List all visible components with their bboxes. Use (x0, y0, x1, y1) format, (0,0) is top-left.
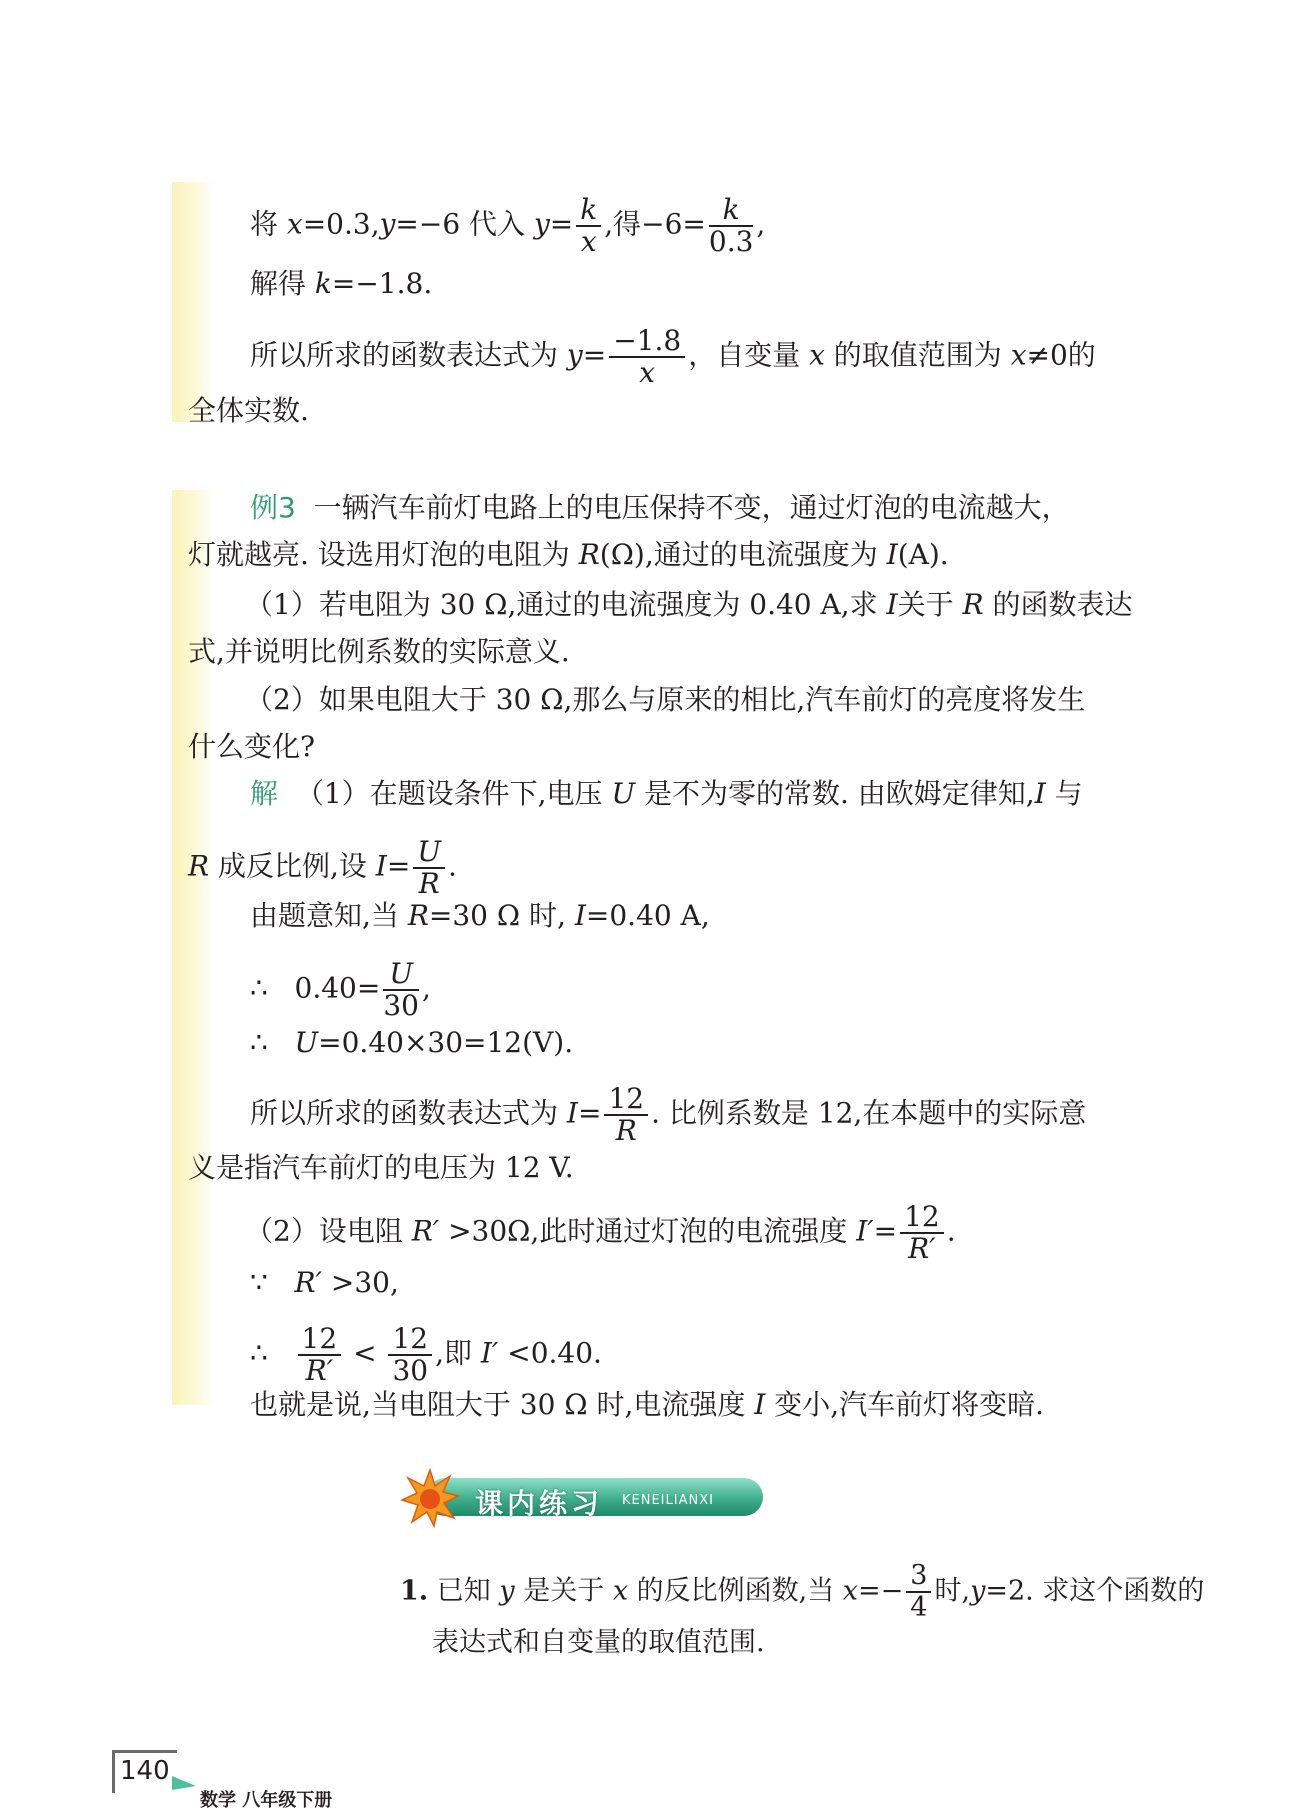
fraction: $\frac{U}{R}$ (413, 838, 445, 898)
page-tab-arrow-icon (172, 1772, 202, 1792)
text-line: 也就是说,当电阻大于 30 Ω 时,电流强度 I 变小,汽车前灯将变暗. (250, 1388, 1045, 1421)
book-title: 数学 八年级下册 (200, 1790, 333, 1811)
solution-line: 解 （1）在题设条件下,电压 U 是不为零的常数. 由欧姆定律知,I 与 (250, 777, 1083, 810)
text-line: 将 x=0.3,y=−6 代入 y= $\frac{k}{x}$ ,得−6= $\frac{k}{0.3}$ , (250, 193, 766, 258)
fraction: $\frac{3}{4}$ (906, 1562, 931, 1622)
text-line: ∴ 0.40= $\frac{U}{30}$ , (250, 957, 431, 1022)
fraction: $\frac{U}{30}$ (383, 957, 419, 1022)
fraction: $\frac{12}{30}$ (388, 1325, 432, 1385)
sun-icon (400, 1468, 460, 1528)
page-number: 140 (120, 1756, 170, 1786)
text-line: 全体实数. (188, 394, 309, 427)
solution-label: 解 (250, 777, 279, 810)
fraction: $\frac{k}{0.3}$ (708, 193, 754, 258)
text-line: 式,并说明比例系数的实际意义. (188, 635, 570, 668)
margin-stripe-example (172, 490, 214, 1405)
example-label: 例3 (250, 491, 296, 524)
question-line: （1）若电阻为 30 Ω,通过的电流强度为 0.40 A,求 I关于 R 的函数表达 (245, 588, 1133, 621)
banner-title: 课内练习 (475, 1487, 604, 1520)
fraction: $\frac{k}{x}$ (576, 196, 601, 256)
fraction: $\frac{12}{R'}$ (298, 1325, 342, 1385)
text-line: 灯就越亮. 设选用灯泡的电阻为 R(Ω),通过的电流强度为 I(A). (188, 538, 949, 571)
text-line: ∵ R′ >30, (250, 1266, 399, 1299)
margin-stripe-top (172, 182, 214, 422)
exercise-question: 1. 已知 y 是关于 x 的反比例函数,当 x=− $\frac{3}{4}$ 时,y=2. 求这个函数的 (400, 1560, 1205, 1623)
text-line: 什么变化? (188, 730, 316, 763)
text-line: （2）设电阻 R′ >30Ω,此时通过灯泡的电流强度 I′= $\frac{12}{R'}$ . (245, 1200, 956, 1265)
fraction: $\frac{12}{R'}$ (900, 1203, 944, 1263)
text-line: 所以所求的函数表达式为 y= $\frac{-1.8}{x}$ ，自变量 x 的取值范围为 x≠0的 (250, 324, 1096, 389)
text-line: 解得 k=−1.8. (250, 267, 433, 300)
text-line: 所以所求的函数表达式为 I= $\frac{12}{R}$ . 比例系数是 12,在本题中的实际意 (250, 1082, 1087, 1147)
text-line: R 成反比例,设 I= $\frac{U}{R}$ . (188, 835, 457, 900)
fraction: $\frac{12}{R}$ (604, 1085, 648, 1145)
banner-subtitle: KENEILIANXI (622, 1493, 714, 1508)
question-line: （2）如果电阻大于 30 Ω,那么与原来的相比,汽车前灯的亮度将发生 (245, 683, 1086, 716)
exercise-banner (400, 1468, 763, 1520)
example-line: 例3 一辆汽车前灯电路上的电压保持不变，通过灯泡的电流越大， (250, 491, 1070, 524)
text-line: ∴ U=0.40×30=12(V). (250, 1026, 574, 1059)
text-line: 义是指汽车前灯的电压为 12 V. (188, 1151, 574, 1184)
fraction: $\frac{-1.8}{x}$ (609, 327, 685, 387)
text-line: 由题意知,当 R=30 Ω 时, I=0.40 A, (250, 899, 710, 932)
text-line: ∴ $\frac{12}{R'}$ < $\frac{12}{30}$ ,即 I′ <0.40. (250, 1322, 602, 1387)
exercise-question-line2: 表达式和自变量的取值范围. (432, 1627, 765, 1658)
